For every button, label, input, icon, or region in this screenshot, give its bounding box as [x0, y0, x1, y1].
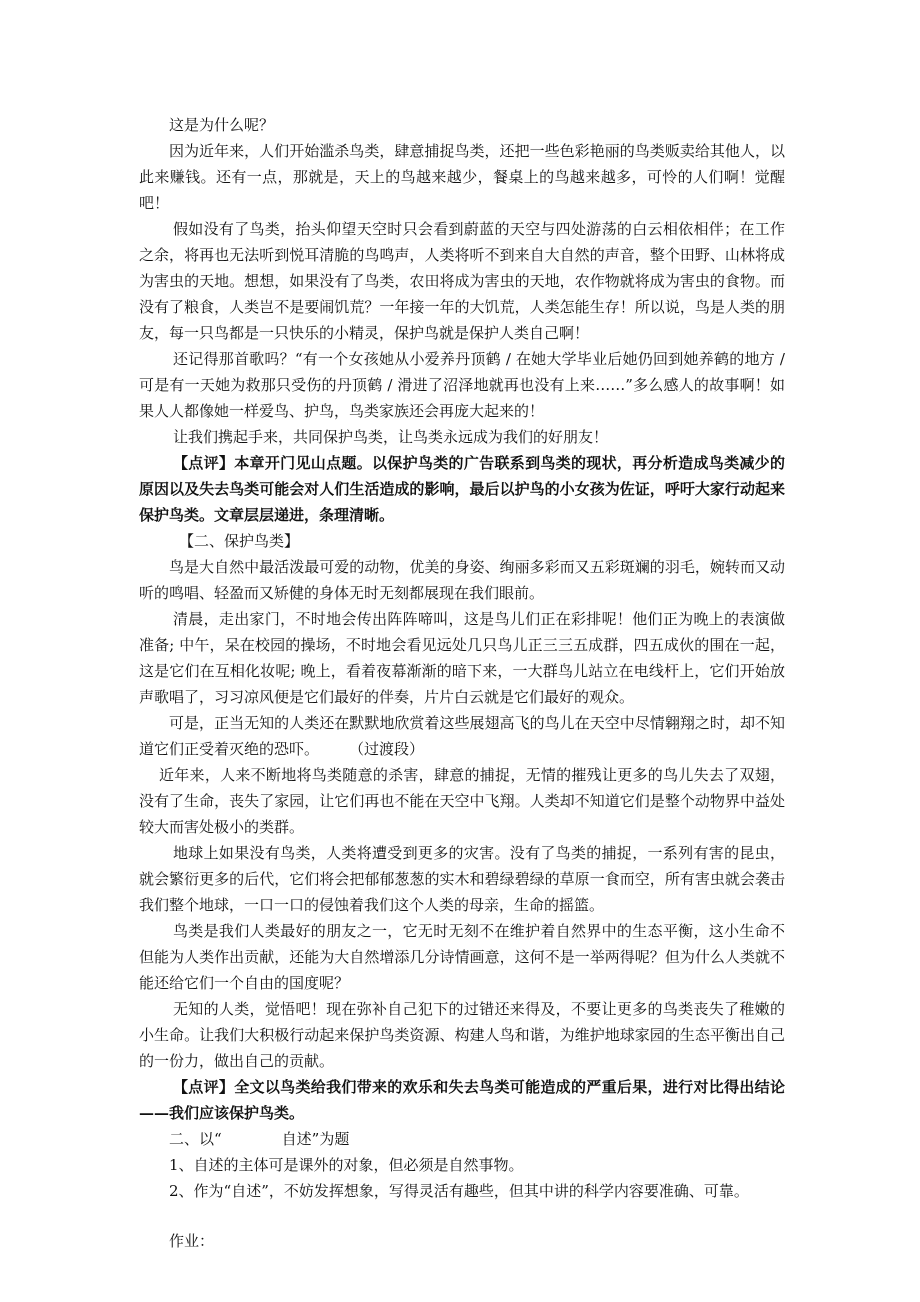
- paragraph: 无知的人类，觉悟吧！现在弥补自己犯下的过错还来得及，不要让更多的鸟类丧失了稚嫩的小生命。让我们大积极行动起来保护鸟类资源、构建人鸟和谐，为维护地球家园的生态平衡出自己的一份力，做出自己的贡献。: [139, 1000, 785, 1070]
- commentary-paragraph: 【点评】全文以鸟类给我们带来的欢乐和失去鸟类可能造成的严重后果，进行对比得出结论——我们应该保护鸟类。: [139, 1078, 785, 1122]
- document-body: [139, 112, 785, 1254]
- section-heading: 二、以“ 自述”为题: [169, 1130, 350, 1148]
- paragraph: 这是为什么呢？: [169, 116, 275, 134]
- paragraph: 因为近年来，人们开始滥杀鸟类，肆意捕捉鸟类，还把一些色彩艳丽的鸟类贩卖给其他人，以此来赚钱。还有一点，那就是，天上的鸟越来越少，餐桌上的鸟越来越多，可怜的人们啊！觉醒吧！: [139, 142, 785, 212]
- list-item: 1、自述的主体可是课外的对象，但必须是自然事物。: [169, 1156, 524, 1174]
- paragraph: 还记得那首歌吗？“有一个女孩她从小爱养丹顶鹤 / 在她大学毕业后她仍回到她养鹤的地方 / 可是有一天她为救那只受伤的丹顶鹤 / 滑进了沼泽地就再也没有上来……”多么感人的故事啊！如果人人都像她一样爱鸟、护鸟，鸟类家族还会再庞大起来的！: [139, 350, 785, 420]
- blank-line: [139, 1204, 785, 1228]
- paragraph: 假如没有了鸟类，抬头仰望天空时只会看到蔚蓝的天空与四处游荡的白云相依相伴；在工作之余，将再也无法听到悦耳清脆的鸟鸣声，人类将听不到来自大自然的声音，整个田野、山林将成为害虫的天地。想想，如果没有了鸟类，农田将成为害虫的天地，农作物就将成为害虫的食物。而没有了粮食，人类岂不是要闹饥荒？一年接一年的大饥荒，人类怎能生存！所以说，鸟是人类的朋友，每一只鸟都是一只快乐的小精灵，保护鸟就是保护人类自己啊！: [139, 220, 785, 342]
- paragraph: 地球上如果没有鸟类，人类将遭受到更多的灾害。没有了鸟类的捕捉，一系列有害的昆虫，就会繁衍更多的后代，它们将会把郁郁葱葱的实木和碧绿碧绿的草原一食而空，所有害虫就会袭击我们整个地球，一口一口的侵蚀着我们这个人类的母亲，生命的摇篮。: [139, 844, 785, 914]
- homework-label: 作业：: [169, 1232, 215, 1250]
- paragraph: 清晨，走出家门，不时地会传出阵阵啼叫，这是鸟儿们正在彩排呢！他们正为晚上的表演做准备; 中午，呆在校园的操场，不时地会看见远处几只鸟儿正三三五成群，四五成伙的围在一起，这是它们在互相化妆呢; 晚上，看着夜幕渐渐的暗下来，一大群鸟儿站立在电线杆上，它们开始放声歌唱了，习习凉风便是它们最好的伴奏，片片白云就是它们最好的观众。: [139, 610, 785, 706]
- paragraph: 可是，正当无知的人类还在默默地欣赏着这些展翅高飞的鸟儿在天空中尽情翱翔之时，却不知道它们正受着灭绝的恐吓。 （过渡段）: [139, 714, 785, 758]
- section-heading: 【二、保护鸟类】: [179, 532, 300, 550]
- paragraph: 鸟类是我们人类最好的朋友之一，它无时无刻不在维护着自然界中的生态平衡，这小生命不但能为人类作出贡献，还能为大自然增添几分诗情画意，这何不是一举两得呢？但为什么人类就不能还给它们一个自由的国度呢？: [139, 922, 785, 992]
- paragraph: 让我们携起手来，共同保护鸟类，让鸟类永远成为我们的好朋友！: [173, 428, 609, 446]
- paragraph: 近年来，人来不断地将鸟类随意的杀害，肆意的捕捉，无情的摧残让更多的鸟儿失去了双翅，没有了生命，丧失了家园，让它们再也不能在天空中飞翔。人类却不知道它们是整个动物界中益处较大而害处极小的类群。: [139, 766, 785, 836]
- list-item: 2、作为“自述”，不妨发挥想象，写得灵活有趣些，但其中讲的科学内容要准确、可靠。: [169, 1182, 749, 1200]
- paragraph: 鸟是大自然中最活泼最可爱的动物，优美的身姿、绚丽多彩而又五彩斑斓的羽毛，婉转而又动听的鸣唱、轻盈而又矫健的身体无时无刻都展现在我们眼前。: [139, 558, 785, 602]
- commentary-paragraph: 【点评】本章开门见山点题。以保护鸟类的广告联系到鸟类的现状，再分析造成鸟类减少的原因以及失去鸟类可能会对人们生活造成的影响，最后以护鸟的小女孩为佐证，呼吁大家行动起来保护鸟类。文章层层递进，条理清晰。: [139, 454, 785, 524]
